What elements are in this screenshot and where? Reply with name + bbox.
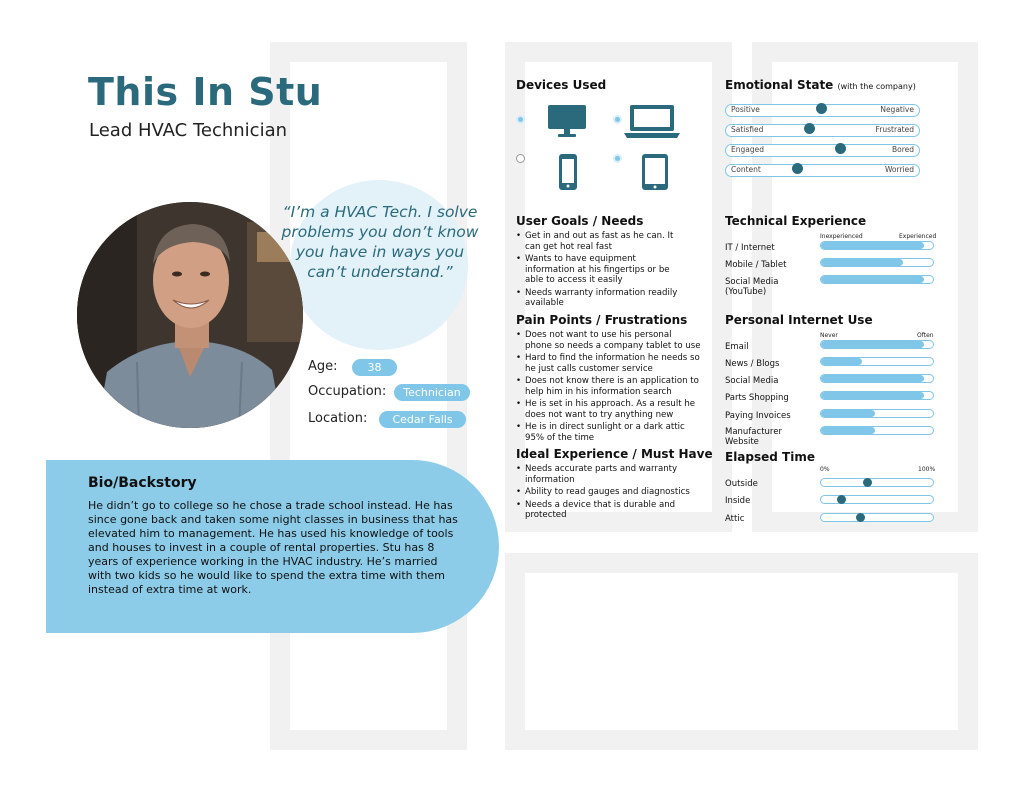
- technical-experience-title: Technical Experience: [725, 214, 867, 228]
- slider-right-label: Frustrated: [875, 125, 914, 134]
- bio-title: Bio/Backstory: [88, 475, 197, 491]
- row-label: Outside: [725, 479, 758, 489]
- phone-radio[interactable]: [516, 154, 525, 163]
- pain-points-list: [516, 330, 701, 445]
- row-label: Parts Shopping: [725, 393, 789, 403]
- level-bar: [820, 374, 934, 383]
- level-bar: [820, 258, 934, 267]
- level-bar: [820, 340, 934, 349]
- persona-role: Lead HVAC Technician: [89, 120, 288, 141]
- slider-handle[interactable]: [792, 163, 803, 174]
- slider-right-label: Worried: [884, 165, 914, 174]
- persona-photo: [77, 202, 303, 428]
- list-item: • Ability to read gauges and diagnostics: [516, 487, 706, 498]
- list-item: • Hard to find the information he needs so he just calls customer service: [516, 353, 701, 374]
- level-bar: [820, 241, 934, 250]
- occupation-value: Technician: [394, 384, 470, 401]
- location-label: Location:: [308, 411, 368, 426]
- slider-right-label: Negative: [880, 105, 914, 114]
- laptop-radio[interactable]: [613, 115, 622, 124]
- age-value: 38: [352, 359, 397, 376]
- pain-points-title: Pain Points / Frustrations: [516, 313, 688, 327]
- level-bar-fill: [821, 375, 924, 382]
- devices-title: Devices Used: [516, 78, 607, 92]
- level-bar-fill: [821, 410, 875, 417]
- slider-handle[interactable]: [856, 513, 865, 522]
- internet-scale-max: Often: [917, 332, 934, 339]
- location-value: Cedar Falls: [379, 411, 466, 428]
- background-frame-bottom: [505, 553, 978, 750]
- row-label: Manufacturer Website: [725, 427, 782, 447]
- emotional-state-heading: Emotional State: [725, 78, 834, 92]
- goals-title: User Goals / Needs: [516, 214, 644, 228]
- level-bar-fill: [821, 358, 862, 365]
- internet-use-title: Personal Internet Use: [725, 313, 873, 327]
- slider-handle[interactable]: [804, 123, 815, 134]
- level-bar: [820, 275, 934, 284]
- goals-list: [516, 231, 686, 311]
- desktop-radio[interactable]: [516, 115, 525, 124]
- elapsed-scale-max: 100%: [918, 466, 936, 473]
- level-bar: [820, 391, 934, 400]
- list-item: • Get in and out as fast as he can. It can get hot real fast: [516, 231, 686, 252]
- internet-scale-min: Never: [820, 332, 838, 339]
- persona-name: This In Stu: [88, 70, 323, 114]
- slider-left-label: Satisfied: [731, 125, 764, 134]
- level-bar: [820, 357, 934, 366]
- laptop-icon: [624, 103, 680, 139]
- phone-icon: [558, 153, 578, 191]
- elapsed-scale-min: 0%: [820, 466, 830, 473]
- slider-right-label: Bored: [891, 145, 914, 154]
- slider-left-label: Engaged: [731, 145, 764, 154]
- emotional-slider[interactable]: [725, 104, 920, 117]
- emotional-state-subtitle: (with the company): [837, 82, 916, 91]
- occupation-label: Occupation:: [308, 384, 387, 399]
- slider-left-label: Positive: [731, 105, 760, 114]
- bio-text: He didn’t go to college so he chose a trade school instead. He has since gone back and taken some night classes in business that has elevated him to management. He has used his knowledge of tools and houses to invest in a couple of rental properties. Stu has 8 years of experience working in the HVAC industry. He’s married with two kids so he would like to spend the extra time with them instead of extra time at work.: [88, 499, 458, 596]
- technical-scale-max: Experienced: [899, 233, 937, 240]
- list-item: • Needs warranty information readily available: [516, 288, 686, 309]
- ideal-experience-list: [516, 464, 706, 523]
- ideal-experience-title: Ideal Experience / Must Have: [516, 447, 713, 461]
- elapsed-slider[interactable]: [820, 513, 934, 522]
- level-bar-fill: [821, 242, 924, 249]
- level-bar-fill: [821, 276, 924, 283]
- row-label: Paying Invoices: [725, 411, 791, 421]
- row-label: Email: [725, 342, 749, 352]
- persona-quote: “I’m a HVAC Tech. I solve problems you don’t know you have in ways you can’t understand.”: [281, 203, 479, 281]
- elapsed-time-title: Elapsed Time: [725, 450, 815, 464]
- age-label: Age:: [308, 359, 338, 374]
- slider-left-label: Content: [731, 165, 761, 174]
- emotional-state-title: [725, 78, 916, 92]
- row-label: Inside: [725, 496, 751, 506]
- level-bar: [820, 426, 934, 435]
- slider-handle[interactable]: [816, 103, 827, 114]
- row-label: News / Blogs: [725, 359, 780, 369]
- list-item: • Does not want to use his personal phone so needs a company tablet to use: [516, 330, 701, 351]
- list-item: • Wants to have equipment information at his fingertips or be able to access it easily: [516, 254, 686, 286]
- elapsed-slider[interactable]: [820, 478, 934, 487]
- desktop-icon: [546, 103, 588, 139]
- slider-handle[interactable]: [863, 478, 872, 487]
- elapsed-slider[interactable]: [820, 495, 934, 504]
- list-item: • He is in direct sunlight or a dark attic 95% of the time: [516, 422, 701, 443]
- level-bar: [820, 409, 934, 418]
- tablet-radio[interactable]: [613, 154, 622, 163]
- list-item: • Needs a device that is durable and protected: [516, 500, 706, 521]
- emotional-slider[interactable]: [725, 124, 920, 137]
- list-item: • Needs accurate parts and warranty information: [516, 464, 706, 485]
- list-item: • He is set in his approach. As a result he does not want to try anything new: [516, 399, 701, 420]
- emotional-slider[interactable]: [725, 164, 920, 177]
- tablet-icon: [641, 153, 669, 191]
- emotional-slider[interactable]: [725, 144, 920, 157]
- row-label: IT / Internet: [725, 243, 775, 253]
- slider-handle[interactable]: [837, 495, 846, 504]
- level-bar-fill: [821, 392, 924, 399]
- row-label: Social Media (YouTube): [725, 277, 779, 297]
- level-bar-fill: [821, 427, 875, 434]
- technical-scale-min: Inexperienced: [820, 233, 863, 240]
- level-bar-fill: [821, 341, 924, 348]
- row-label: Mobile / Tablet: [725, 260, 787, 270]
- row-label: Social Media: [725, 376, 779, 386]
- list-item: • Does not know there is an application to help him in his information search: [516, 376, 701, 397]
- level-bar-fill: [821, 259, 903, 266]
- slider-handle[interactable]: [835, 143, 846, 154]
- row-label: Attic: [725, 514, 745, 524]
